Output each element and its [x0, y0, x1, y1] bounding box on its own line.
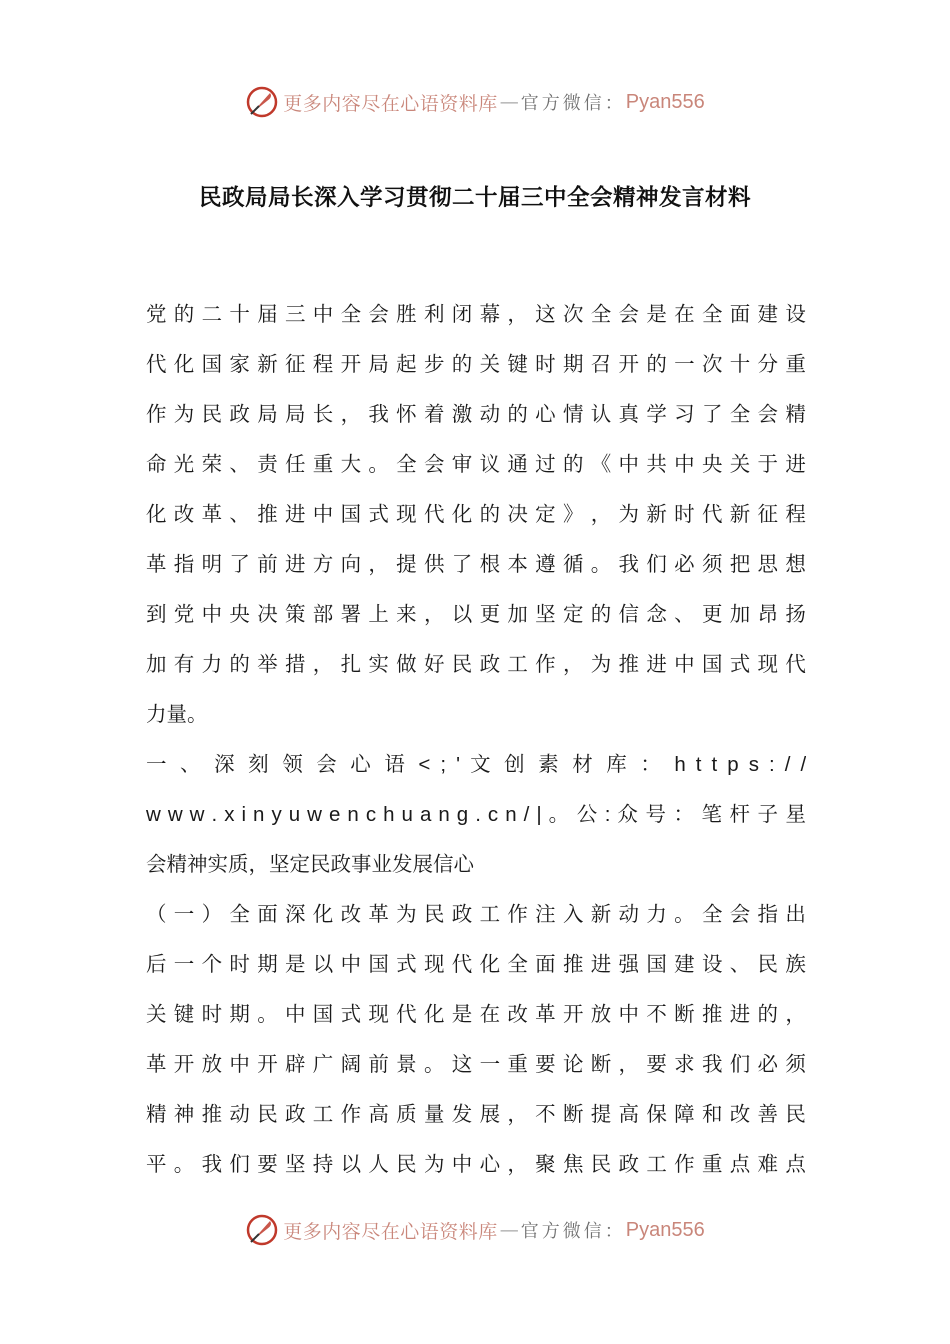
- text-line: 革 指 明 了 前 进 方 向 ， 提 供 了 根 本 遵 循 。 我 们 必 须 把 思 想: [146, 552, 806, 576]
- banner-wechat-id: Pyan556: [625, 90, 705, 113]
- banner-separator: —: [499, 1219, 519, 1241]
- document-title: 民政局局长深入学习贯彻二十届三中全会精神发言材料: [198, 185, 751, 211]
- banner-text: 更多内容尽在心语资料库: [283, 92, 498, 115]
- banner-wechat-id: Pyan556: [625, 1218, 705, 1241]
- text-line: 加 有 力 的 举 措 ， 扎 实 做 好 民 政 工 作 ， 为 推 进 中 国 式 现 代: [146, 652, 806, 676]
- text-line: 命 光 荣 、 责 任 重 大 。 全 会 审 议 通 过 的 《 中 共 中 央 关 于 进: [146, 452, 806, 476]
- paragraph-subsection-1: [146, 889, 806, 1189]
- text-line: 党 的 二 十 届 三 中 全 会 胜 利 闭 幕 ， 这 次 全 会 是 在 全 面 建 设: [146, 302, 806, 326]
- text-line: 一 、 深 刻 领 会 心 语 < ; ' 文 创 素 材 库 ： h t t p s : / /: [146, 752, 806, 776]
- text-line: 革 开 放 中 开 辟 广 阔 前 景 。 这 一 重 要 论 断 ， 要 求 我 们 必 须: [146, 1052, 806, 1076]
- text-line: 平 。 我 们 要 坚 持 以 人 民 为 中 心 ， 聚 焦 民 政 工 作 重 点 难 点: [146, 1152, 806, 1176]
- banner-separator: —: [499, 91, 519, 113]
- text-line: 会精神实质，坚定民政事业发展信心: [146, 852, 474, 876]
- section-heading-1: [146, 739, 806, 889]
- header-banner: [0, 82, 950, 122]
- text-line: 代 化 国 家 新 征 程 开 局 起 步 的 关 键 时 期 召 开 的 一 次 十 分 重: [146, 352, 806, 376]
- text-line: 作 为 民 政 局 局 长 ， 我 怀 着 激 动 的 心 情 认 真 学 习 了 全 会 精: [146, 402, 806, 426]
- text-line: 关 键 时 期 。 中 国 式 现 代 化 是 在 改 革 开 放 中 不 断 推 进 的 ，: [146, 1002, 806, 1026]
- paragraph-intro: [146, 289, 806, 739]
- text-line: w w w . x i n y u w e n c h u a n g . c n / | 。 公 : 众 号 ： 笔 杆 子 星: [146, 802, 806, 826]
- feather-pen-icon: [245, 85, 279, 119]
- banner-text: 更多内容尽在心语资料库: [283, 1220, 498, 1243]
- text-line: 力量。: [146, 702, 208, 726]
- text-line: （ 一 ） 全 面 深 化 改 革 为 民 政 工 作 注 入 新 动 力 。 全 会 指 出: [146, 902, 806, 926]
- text-line: 精 神 推 动 民 政 工 作 高 质 量 发 展 ， 不 断 提 高 保 障 和 改 善 民: [146, 1102, 806, 1126]
- text-line: 到 党 中 央 决 策 部 署 上 来 ， 以 更 加 坚 定 的 信 念 、 更 加 昂 扬: [146, 602, 806, 626]
- text-line: 后 一 个 时 期 是 以 中 国 式 现 代 化 全 面 推 进 强 国 建 设 、 民 族: [146, 952, 806, 976]
- banner-wechat-label: 官方微信：: [520, 1221, 626, 1242]
- text-line: 化 改 革 、 推 进 中 国 式 现 代 化 的 决 定 》 ， 为 新 时 代 新 征 程: [146, 502, 806, 526]
- feather-pen-icon: [245, 1213, 279, 1247]
- document-body: [146, 289, 806, 1189]
- footer-banner: [0, 1210, 950, 1250]
- banner-wechat-label: 官方微信：: [520, 93, 626, 114]
